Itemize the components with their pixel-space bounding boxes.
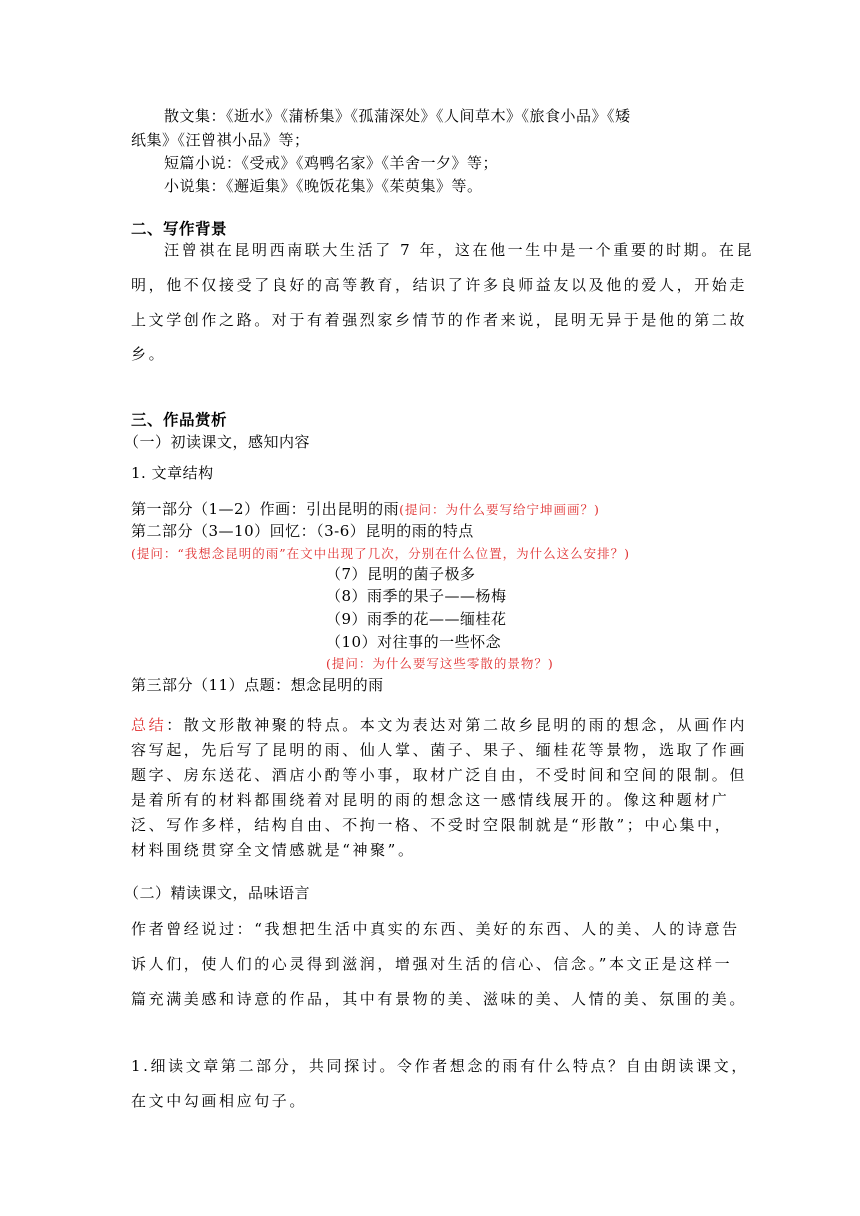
quote-line-2: 诉人们，使人们的心灵得到滋润，增强对生活的信心、信念。”本文正是这样一 xyxy=(131,955,733,973)
structure-title: 1. 文章结构 xyxy=(131,464,214,482)
task-line-1: 1.细读文章第二部分，共同探讨。令作者想念的雨有什么特点？自由朗读课文， xyxy=(131,1057,749,1075)
summary-line-2: 容写起，先后写了昆明的雨、仙人掌、菌子、果子、缅桂花等景物，选取了作画 xyxy=(131,741,748,759)
question-3: (提问：为什么要写这些零散的景物？) xyxy=(326,656,554,671)
background-para-line-1: 汪曾祺在昆明西南联大生活了 7 年，这在他一生中是一个重要的时期。在昆 xyxy=(164,241,755,259)
summary-line-3: 题字、房东送花、酒店小酌等小事，取材广泛自由，不受时间和空间的限制。但 xyxy=(131,766,748,784)
structure-item: （10）对往事的一些怀念 xyxy=(326,633,502,651)
essays-line-1: 散文集：《逝水》《蒲桥集》《孤蒲深处》《人间草木》《旅食小品》《矮 xyxy=(164,107,631,125)
quote-line-1: 作者曾经说过：“我想把生活中真实的东西、美好的东西、人的美、人的诗意告 xyxy=(131,920,740,938)
part-1-text: 第一部分（1—2）作画：引出昆明的雨 xyxy=(131,500,400,518)
subsection-heading-first-reading: （一）初读课文，感知内容 xyxy=(124,433,311,451)
summary-line-5: 泛、写作多样，结构自由、不拘一格、不受时空限制就是“形散”；中心集中， xyxy=(131,816,733,834)
structure-item: （7）昆明的菌子极多 xyxy=(326,565,476,583)
question-1: (提问：为什么要写给宁坤画画？) xyxy=(399,502,600,517)
summary-label: 总结 xyxy=(131,716,167,734)
section-heading-appreciation: 三、作品赏析 xyxy=(131,411,228,429)
summary-line-4: 是着所有的材料都围绕着对昆明的雨的想念这一感情线展开的。像这种题材广 xyxy=(131,791,730,809)
structure-part-2: 第二部分（3—10）回忆：（3-6）昆明的雨的特点 xyxy=(131,522,474,540)
structure-part-3: 第三部分（11）点题：想念昆明的雨 xyxy=(131,676,384,694)
summary-text: ：散文形散神聚的特点。本文为表达对第二故乡昆明的雨的想念，从画作内 xyxy=(166,716,748,734)
summary-line-6: 材料围绕贯穿全文情感就是“神聚”。 xyxy=(131,841,416,859)
section-heading-background: 二、写作背景 xyxy=(131,220,228,238)
short-stories-line: 短篇小说：《受戒》《鸡鸭名家》《羊舍一夕》等； xyxy=(164,154,499,172)
task-line-2: 在文中勾画相应句子。 xyxy=(131,1092,308,1110)
essays-line-2: 纸集》《汪曾祺小品》等； xyxy=(131,131,310,149)
background-para-line-3: 上文学创作之路。对于有着强烈家乡情节的作者来说，昆明无异于是他的第二故 xyxy=(131,311,748,329)
quote-line-3: 篇充满美感和诗意的作品，其中有景物的美、滋味的美、人情的美、氛围的美。 xyxy=(131,990,748,1008)
subsection-heading-close-reading: （二）精读课文，品味语言 xyxy=(124,884,311,902)
structure-part-1 xyxy=(131,499,600,520)
structure-item: （9）雨季的花——缅桂花 xyxy=(326,610,507,628)
structure-item: （8）雨季的果子——杨梅 xyxy=(326,587,507,605)
novels-line: 小说集：《邂逅集》《晚饭花集》《茱萸集》等。 xyxy=(164,177,483,195)
background-para-line-2: 明，他不仅接受了良好的高等教育，结识了许多良师益友以及他的爱人，开始走 xyxy=(131,276,748,294)
background-para-line-4: 乡。 xyxy=(131,345,167,363)
question-2: (提问：“我想念昆明的雨”在文中出现了几次，分别在什么位置，为什么这么安排？) xyxy=(131,546,631,561)
summary-line-1 xyxy=(131,715,747,735)
